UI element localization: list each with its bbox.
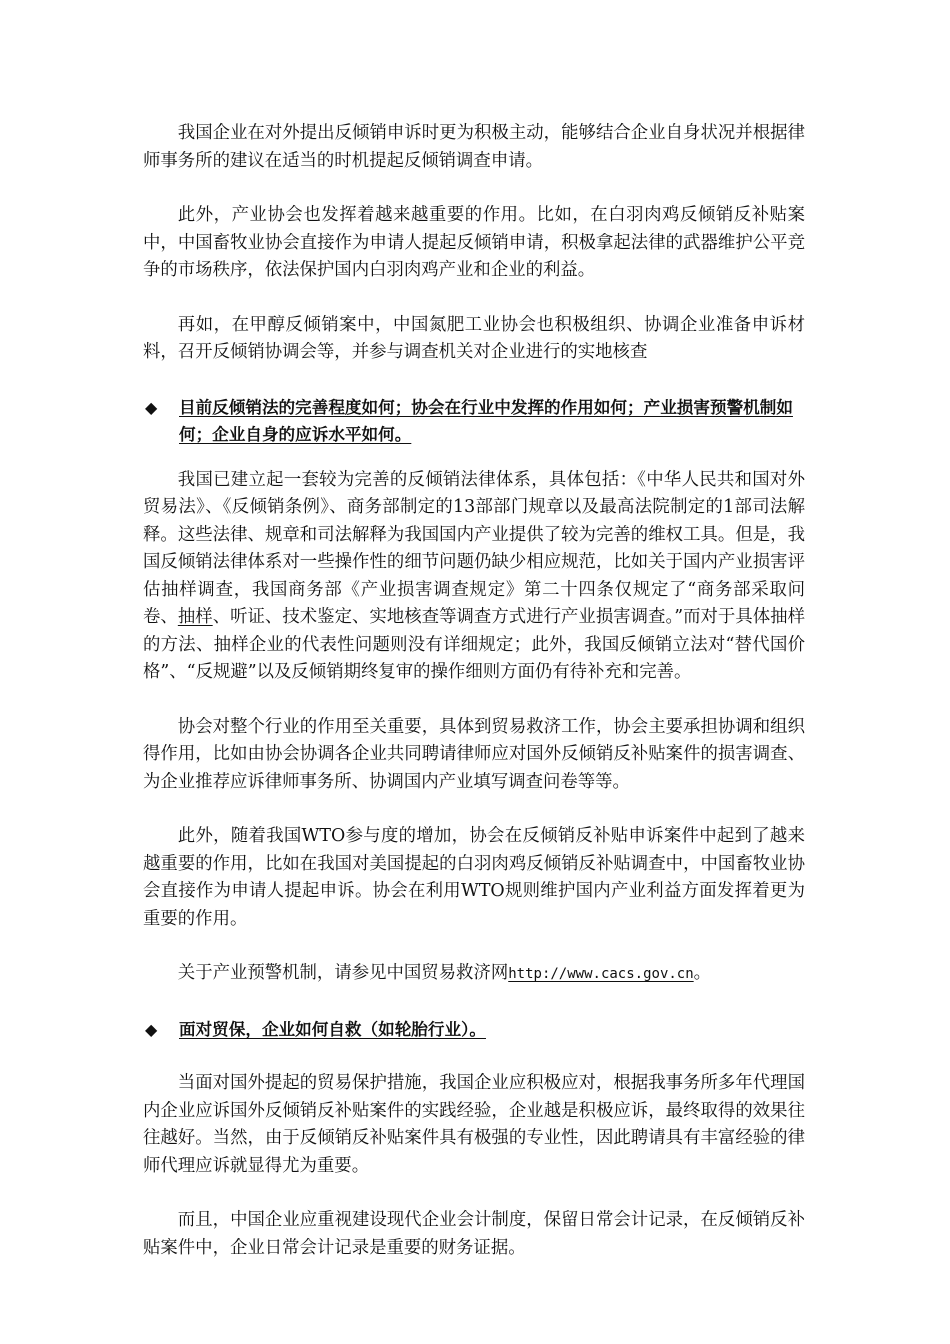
paragraph-wto-participation: 此外，随着我国WTO参与度的增加，协会在反倾销反补贴申诉案件中起到了越来越重要的作用，比如在我国对美国提起的白羽肉鸡反倾销反补贴调查中，中国畜牧业协会直接作为申请人提起申诉。协会在利用WTO规则维护国内产业利益方面发挥着更为重要的作用。 [143,826,805,929]
paragraph-text: 我国已建立起一套较为完善的反倾销法律体系，具体包括：《中华人民共和国对外贸易法》、《反倾销条例》、商务部制定的13部部门规章以及最高法院制定的1部司法解释。这些法律、规章和司法解释为我国国内产业提供了较为完善的维权工具。但是，我国反倾销法律体系对一些操作性的细节问题仍缺少相应规范，比如关于国内产业损害评估抽样调查，我国商务部《产业损害调查规定》第二十四条仅规定了“商务部采取问卷、 [143,469,805,627]
section-heading-antidumping-law [143,394,805,449]
paragraph-accounting-records: 而且，中国企业应重视建设现代企业会计制度，保留日常会计记录，在反倾销反补贴案件中，企业日常会计记录是重要的财务证据。 [143,1210,805,1258]
section-heading-self-rescue [143,1016,805,1044]
paragraph-early-warning [143,960,805,989]
paragraph-text: 。 [693,963,712,983]
paragraph-text: 关于产业预警机制，请参见中国贸易救济网 [177,963,509,983]
paragraph-active-petitions: 我国企业在对外提出反倾销申诉时更为积极主动，能够结合企业自身状况并根据律师事务所的建议在适当的时机提起反倾销调查申请。 [143,123,805,171]
cacs-website-link[interactable]: http://www.cacs.gov.cn [508,966,694,982]
paragraph-active-response: 当面对国外提起的贸易保护措施，我国企业应积极应对，根据我事务所多年代理国内企业应诉国外反倾销反补贴案件的实践经验，企业越是积极应诉，最终取得的效果往往越好。当然，由于反倾销反补贴案件具有极强的专业性，因此聘请具有丰富经验的律师代理应诉就显得尤为重要。 [143,1073,805,1176]
paragraph-association-role: 协会对整个行业的作用至关重要，具体到贸易救济工作，协会主要承担协调和组织得作用，比如由协会协调各企业共同聘请律师应对国外反倾销反补贴案件的损害调查、为企业推荐应诉律师事务所、协调国内产业填写调查问卷等等。 [143,716,805,792]
section-heading-text: 目前反倾销法的完善程度如何；协会在行业中发挥的作用如何；产业损害预警机制如何；企业自身的应诉水平如何。 [179,397,793,444]
section-heading-text: 面对贸保，企业如何自救（如轮胎行业）。 [179,1019,486,1039]
paragraph-methanol-case: 再如，在甲醇反倾销案中，中国氮肥工业协会也积极组织、协调企业准备申诉材料，召开反倾销协调会等，并参与调查机关对企业进行的实地核查 [143,314,805,362]
paragraph-text: 、听证、技术鉴定、实地核查等调查方式进行产业损害调查。”而对于具体抽样的方法、抽样企业的代表性问题则没有详细规定；此外，我国反倾销立法对“替代国价格”、“反规避”以及反倾销期终复审的操作细则方面仍有待补充和完善。 [143,607,805,682]
document-page [143,120,805,1262]
paragraph-industry-association: 此外，产业协会也发挥着越来越重要的作用。比如，在白羽肉鸡反倾销反补贴案中，中国畜牧业协会直接作为申请人提起反倾销申请，积极拿起法律的武器维护公平竞争的市场秩序，依法保护国内白羽肉鸡产业和企业的利益。 [143,205,805,280]
paragraph-legal-system [143,467,805,687]
diamond-bullet-icon: ◆ [145,1019,158,1039]
underlined-term-sampling: 抽样 [177,607,213,627]
diamond-bullet-icon: ◆ [145,397,158,417]
